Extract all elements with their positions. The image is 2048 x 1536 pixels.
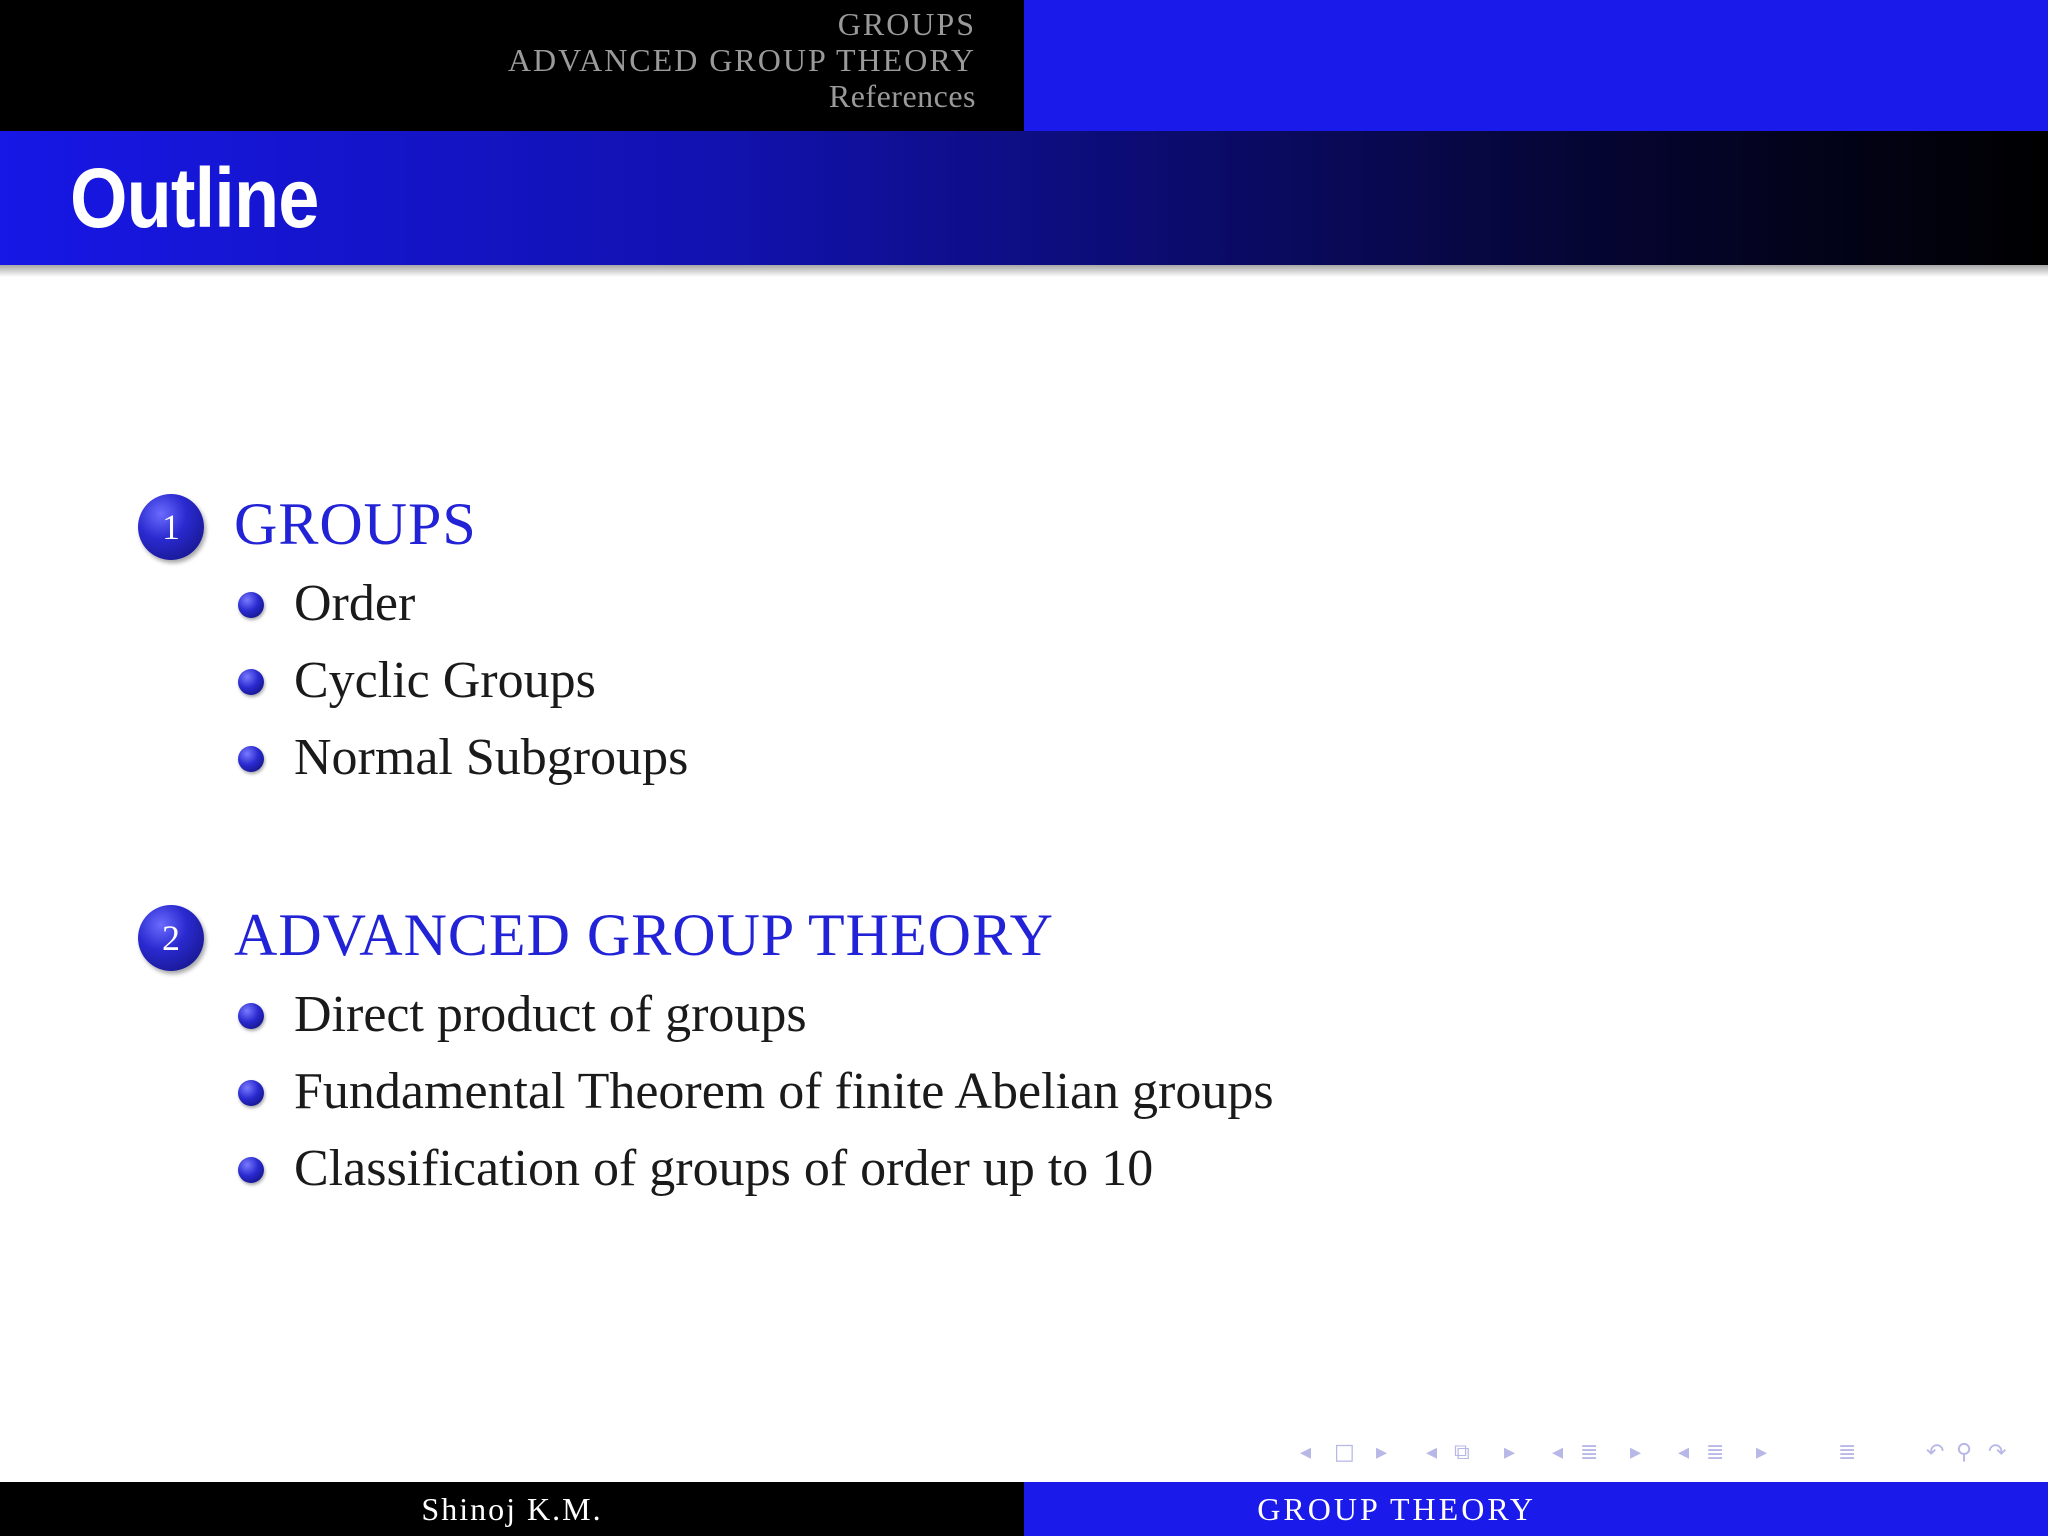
- redo-icon[interactable]: ↷: [1988, 1440, 2007, 1465]
- navigation-symbols: [1290, 1436, 2030, 1470]
- section-number-badge: 2: [138, 905, 204, 971]
- footer-author: Shinoj K.M.: [421, 1491, 603, 1527]
- subsection-icon[interactable]: ≣: [1580, 1440, 1599, 1465]
- nav-left-arrow-icon[interactable]: ◂: [1678, 1440, 1690, 1465]
- toc-subsection-label: Cyclic Groups: [294, 652, 596, 709]
- nav-right-arrow-icon[interactable]: ▸: [1756, 1440, 1768, 1465]
- search-icon[interactable]: ⚲: [1956, 1440, 1973, 1465]
- headline-left-panel: [0, 0, 1024, 131]
- undo-icon[interactable]: ↶: [1926, 1440, 1945, 1465]
- nav-left-arrow-icon[interactable]: ◂: [1426, 1440, 1438, 1465]
- frame-title-shadow: [0, 265, 2048, 277]
- nav-right-arrow-icon[interactable]: ▸: [1630, 1440, 1642, 1465]
- toc-subsection-label: Classification of groups of order up to 10: [294, 1140, 1154, 1197]
- headline-section-link[interactable]: GROUPS: [837, 6, 976, 42]
- section-number-badge: 1: [138, 494, 204, 560]
- headline-bar: [0, 0, 2048, 131]
- slide-icon[interactable]: □: [1334, 1440, 1355, 1465]
- section-icon[interactable]: ≣: [1706, 1440, 1725, 1465]
- footer-title: GROUP THEORY: [1257, 1491, 1536, 1527]
- toc-subsection-label: Order: [294, 575, 416, 632]
- headline-right-panel: [1024, 0, 2048, 131]
- nav-right-arrow-icon[interactable]: ▸: [1504, 1440, 1516, 1465]
- frame-title: Outline: [70, 151, 319, 245]
- bullet-icon: [238, 746, 264, 772]
- toc-subsection-label: Fundamental Theorem of finite Abelian groups: [294, 1063, 1274, 1120]
- bullet-icon: [238, 669, 264, 695]
- nav-left-arrow-icon[interactable]: ◂: [1552, 1440, 1564, 1465]
- frame-icon[interactable]: ⧉: [1454, 1440, 1470, 1465]
- toc-section-title[interactable]: GROUPS: [234, 491, 477, 557]
- bullet-icon: [238, 592, 264, 618]
- bullet-icon: [238, 1080, 264, 1106]
- toc-section-title[interactable]: ADVANCED GROUP THEORY: [234, 902, 1054, 968]
- toc-subsection-label: Normal Subgroups: [294, 729, 689, 786]
- toc-icon[interactable]: ≣: [1838, 1440, 1857, 1465]
- headline-section-link[interactable]: References: [828, 78, 976, 114]
- nav-left-arrow-icon[interactable]: ◂: [1300, 1440, 1312, 1465]
- footline-bar: [0, 1482, 2048, 1536]
- bullet-icon: [238, 1157, 264, 1183]
- toc-subsection-label: Direct product of groups: [294, 986, 807, 1043]
- nav-right-arrow-icon[interactable]: ▸: [1376, 1440, 1388, 1465]
- headline-section-link[interactable]: ADVANCED GROUP THEORY: [507, 42, 976, 78]
- bullet-icon: [238, 1003, 264, 1029]
- section-navigation: [508, 6, 976, 114]
